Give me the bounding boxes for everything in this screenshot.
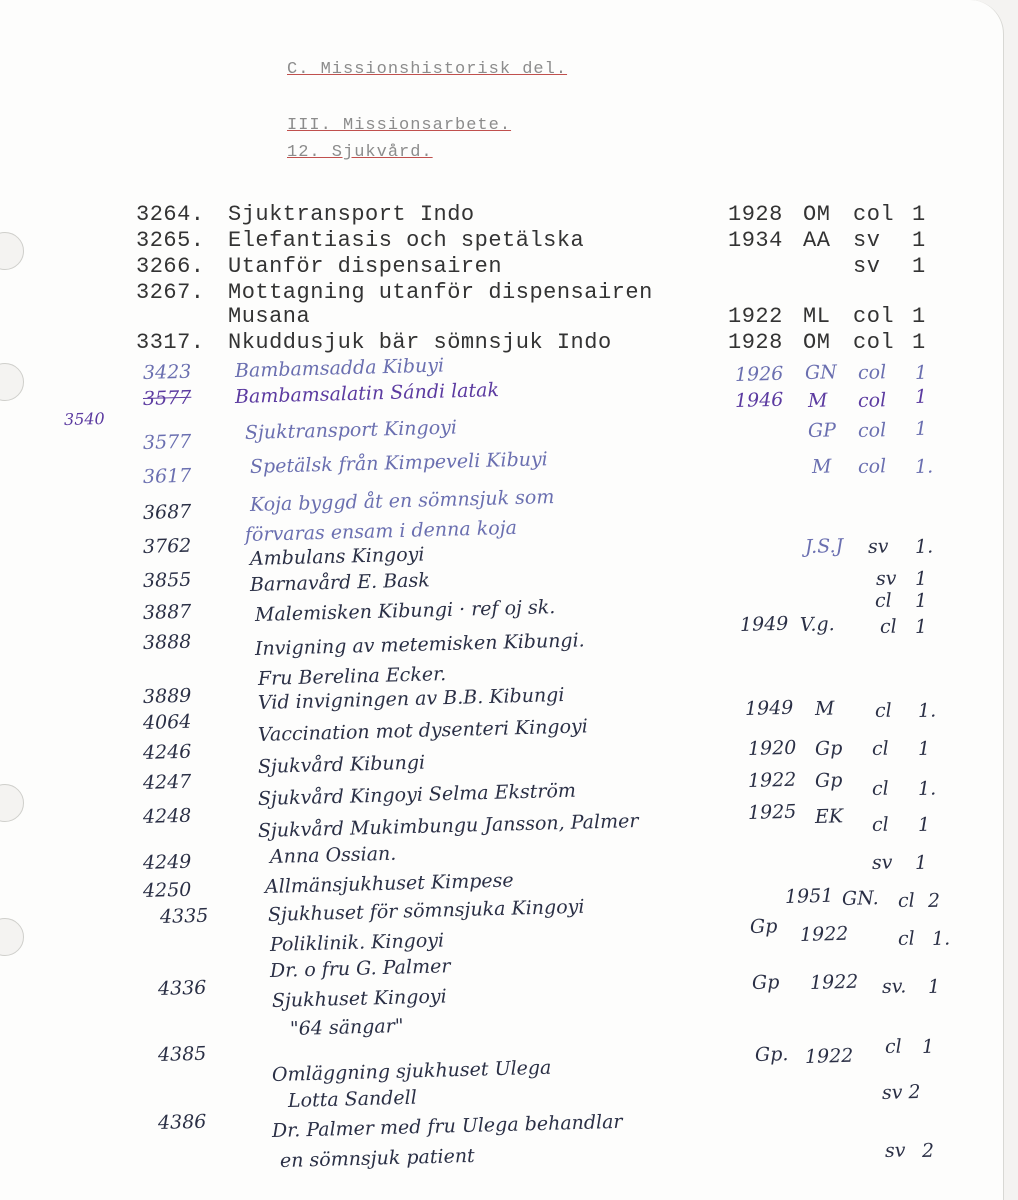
row-type: cl (871, 813, 890, 836)
row-title: Ambulans Kingoyi (249, 543, 425, 570)
row-type: sv (853, 254, 881, 279)
row-title: Sjuktransport Kingoyi (244, 416, 458, 444)
row-photographer: OM (803, 330, 831, 355)
row-type: col (857, 361, 887, 384)
row-title-continued: en sömnsjuk patient (279, 1144, 475, 1172)
row-number: 4247 (142, 770, 192, 794)
row-number: 3855 (142, 568, 192, 592)
row-count: 1 (914, 851, 928, 874)
row-type: cl (874, 589, 893, 612)
row-photographer: Gp (814, 737, 843, 760)
row-count: 1 (914, 567, 928, 590)
row-title: Sjukvård Mukimbungu Jansson, Palmer (257, 810, 639, 842)
row-title-continued: Fru Berelina Ecker. (257, 663, 447, 690)
row-number: 4246 (142, 740, 192, 764)
row-year: 1951 (784, 884, 834, 908)
row-photographer: GN (804, 361, 838, 384)
row-type: sv (853, 228, 881, 253)
row-number: 4335 (159, 904, 209, 928)
row-title: Bambamsalatin Sándi latak (234, 379, 500, 408)
row-type: sv (884, 1139, 906, 1162)
row-title: Bambamsadda Kibuyi (234, 354, 445, 382)
row-type: col (853, 202, 895, 227)
row-title: Mottagning utanför dispensairen (228, 280, 653, 305)
row-title-continued: Anna Ossian. (269, 842, 397, 868)
row-year: 1922 (747, 768, 797, 792)
row-title: Sjukhuset för sömnsjuka Kingoyi (267, 895, 585, 926)
row-title: Nkuddusjuk bär sömnsjuk Indo (228, 330, 612, 355)
punch-hole (0, 363, 24, 401)
row-type: sv (875, 567, 897, 590)
row-title: Sjukvård Kibungi (257, 751, 426, 778)
section-heading: C. Missionshistorisk del. (287, 60, 568, 79)
punch-hole (0, 232, 24, 270)
subsection-heading: III. Missionsarbete. (287, 116, 512, 135)
row-number: 4385 (157, 1042, 207, 1066)
row-year: 1920 (747, 736, 797, 760)
row-type: cl (871, 737, 890, 760)
row-year: 1922 (809, 970, 859, 994)
row-photographer: M (807, 389, 828, 412)
row-count: 1 (921, 1035, 935, 1058)
row-number: 3423 (142, 360, 192, 384)
row-number: 4248 (142, 804, 192, 828)
row-title: Sjuktransport Indo (228, 202, 475, 227)
row-year: 1922 (799, 922, 849, 946)
row-number: 3577 (142, 386, 192, 410)
row-number: 4249 (142, 850, 192, 874)
row-title: Barnavård E. Bask (249, 569, 431, 596)
row-type: col (853, 330, 895, 355)
row-count: 1 (912, 202, 926, 227)
row-title: Vaccination mot dysenteri Kingoyi (257, 715, 589, 746)
row-type: col (857, 455, 887, 478)
row-type: cl (874, 699, 893, 722)
row-number: 4250 (142, 878, 192, 902)
row-photographer: M (814, 697, 835, 720)
row-title-continued: Dr. o fru G. Palmer (269, 955, 451, 982)
row-title-continued: förvaras ensam i denna koja (244, 516, 518, 546)
row-number: 3267. (136, 280, 205, 305)
row-count: 1 (914, 385, 928, 408)
topic-heading: 12. Sjukvård. (287, 143, 433, 162)
row-count: 1 (917, 737, 931, 760)
row-title: Koja byggd åt en sömnsjuk som (249, 486, 555, 516)
row-count: 1. (914, 535, 934, 558)
punch-hole (0, 918, 24, 956)
row-photographer: GN. (841, 887, 879, 910)
row-title: Sjukhuset Kingoyi (271, 985, 447, 1012)
row-photographer: ML (803, 304, 831, 329)
row-title: Poliklinik. Kingoyi (269, 929, 445, 956)
row-number: 3687 (142, 500, 192, 524)
row-count: 1. (914, 455, 934, 478)
row-year: 1934 (728, 228, 783, 253)
row-title-continued: Musana (228, 304, 311, 329)
row-count: 2 (927, 889, 941, 912)
row-number: 3887 (142, 600, 192, 624)
row-type: cl (871, 777, 890, 800)
row-count: 2 (921, 1139, 935, 1162)
row-number: 3888 (142, 630, 192, 654)
row-count: 1. (917, 777, 937, 800)
row-type: cl (897, 889, 916, 912)
row-photographer: J.S.J (804, 535, 844, 558)
row-year: 1949 (739, 612, 789, 636)
row-title: Spetälsk från Kimpeveli Kibuyi (249, 448, 549, 478)
row-count: 1 (914, 417, 928, 440)
row-title-continued: "64 sängar" (289, 1015, 404, 1040)
row-type: sv (867, 535, 889, 558)
row-title: Allmänsjukhuset Kimpese (264, 869, 514, 898)
row-type: col (857, 419, 887, 442)
row-title: Invigning av metemisken Kibungi. (254, 629, 585, 660)
row-year: 1928 (728, 202, 783, 227)
row-number: 4386 (157, 1110, 207, 1134)
row-photographer: OM (803, 202, 831, 227)
row-year: 1926 (734, 362, 784, 386)
row-photographer: AA (803, 228, 831, 253)
row-photographer: GP (807, 419, 837, 442)
row-count: 1 (912, 254, 926, 279)
row-type: cl (879, 615, 898, 638)
row-year: 1949 (744, 696, 794, 720)
row-count: 1 (914, 361, 928, 384)
row-title: Malemisken Kibungi · ref oj sk. (254, 596, 556, 626)
row-year: 1922 (728, 304, 783, 329)
row-title: Elefantiasis och spetälska (228, 228, 585, 253)
row-type: col (857, 389, 887, 412)
row-title-continued: Lotta Sandell (287, 1086, 418, 1112)
row-count: 1 (914, 615, 928, 638)
row-number: 3265. (136, 228, 205, 253)
row-count: 1 (912, 330, 926, 355)
row-count: 1 (912, 304, 926, 329)
row-count: 1 (917, 813, 931, 836)
row-number: 3889 (142, 684, 192, 708)
row-title: Vid invigningen av B.B. Kibungi (257, 683, 565, 714)
row-title: Dr. Palmer med fru Ulega behandlar (271, 1110, 623, 1142)
row-year: 1922 (804, 1044, 854, 1068)
margin-note: sv 2 (881, 1080, 921, 1104)
row-photographer: EK (814, 805, 844, 828)
row-year: 1925 (747, 800, 797, 824)
row-count: 1 (914, 589, 928, 612)
row-number: 3577 (142, 430, 192, 454)
row-year: 1928 (728, 330, 783, 355)
row-type: sv (871, 851, 893, 874)
row-count: 1. (931, 927, 951, 950)
row-photographer: Gp. (754, 1043, 789, 1066)
row-count: 1 (927, 975, 941, 998)
row-photographer: Gp (751, 971, 780, 994)
row-photographer: V.g. (799, 613, 835, 636)
row-photographer: M (811, 455, 832, 478)
punch-hole (0, 784, 24, 822)
row-number: 3762 (142, 534, 192, 558)
row-type: cl (897, 927, 916, 950)
row-title: Sjukvård Kingoyi Selma Ekström (257, 779, 577, 810)
alternate-number: 3540 (63, 408, 105, 429)
row-photographer: Gp (749, 915, 778, 938)
row-title: Omläggning sjukhuset Ulega (271, 1056, 552, 1086)
row-count: 1. (917, 699, 937, 722)
row-number: 3264. (136, 202, 205, 227)
row-type: sv. (881, 975, 907, 998)
row-number: 4336 (157, 976, 207, 1000)
row-type: col (853, 304, 895, 329)
row-type: cl (884, 1035, 903, 1058)
row-number: 3266. (136, 254, 205, 279)
row-number: 3317. (136, 330, 205, 355)
row-photographer: Gp (814, 769, 843, 792)
row-year: 1946 (734, 388, 784, 412)
row-number: 3617 (142, 464, 192, 488)
row-count: 1 (912, 228, 926, 253)
row-title: Utanför dispensairen (228, 254, 503, 279)
row-number: 4064 (142, 710, 192, 734)
